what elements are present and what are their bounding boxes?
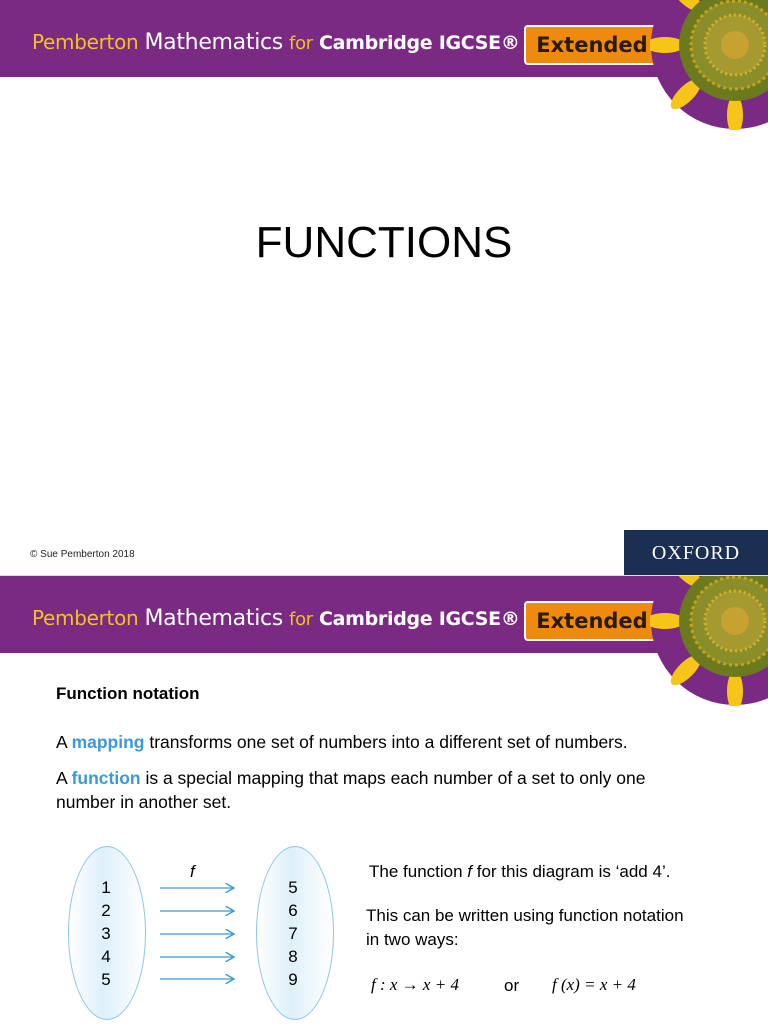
domain-value: 2 <box>101 901 111 920</box>
term-mapping: mapping <box>71 732 145 752</box>
function-definition: A function is a special mapping that maps each number of a set to only one number in another set. <box>56 768 646 812</box>
range-value: 9 <box>288 970 298 989</box>
oxford-logo: OXFORD <box>624 530 768 576</box>
level-badge: Extended <box>524 25 660 65</box>
mapping-definition: A mapping transforms one set of numbers into a different set of numbers. <box>56 732 628 752</box>
domain-value: 5 <box>101 970 111 989</box>
range-value: 7 <box>288 924 298 943</box>
mapping-arrows <box>0 576 768 1024</box>
function-description: The function f for this diagram is ‘add 4’. <box>369 862 671 881</box>
section-heading: Function notation <box>56 684 200 703</box>
slide-function-notation <box>0 576 768 1024</box>
domain-value: 3 <box>101 924 111 943</box>
arrow-notation-formula: f : x → x + 4 <box>371 975 459 994</box>
function-label: f <box>190 862 195 881</box>
notation-description: This can be written using function notation in two ways: <box>366 906 684 949</box>
slide-title-text: FUNCTIONS <box>255 218 513 267</box>
range-value: 8 <box>288 947 298 966</box>
term-function: function <box>71 768 141 788</box>
domain-value: 4 <box>101 947 111 966</box>
range-value: 5 <box>288 878 298 897</box>
function-notation-formula: f (x) = x + 4 <box>552 975 636 994</box>
series-title: Pemberton Mathematics for Cambridge IGCSE® <box>32 606 520 631</box>
series-title: Pemberton Mathematics for Cambridge IGCSE® <box>32 30 520 55</box>
sunflower-logo <box>650 0 768 130</box>
level-badge: Extended <box>524 601 660 641</box>
or-text: or <box>504 976 520 995</box>
copyright: © Sue Pemberton 2018 <box>30 549 135 560</box>
domain-value: 1 <box>101 878 111 897</box>
range-value: 6 <box>288 901 298 920</box>
